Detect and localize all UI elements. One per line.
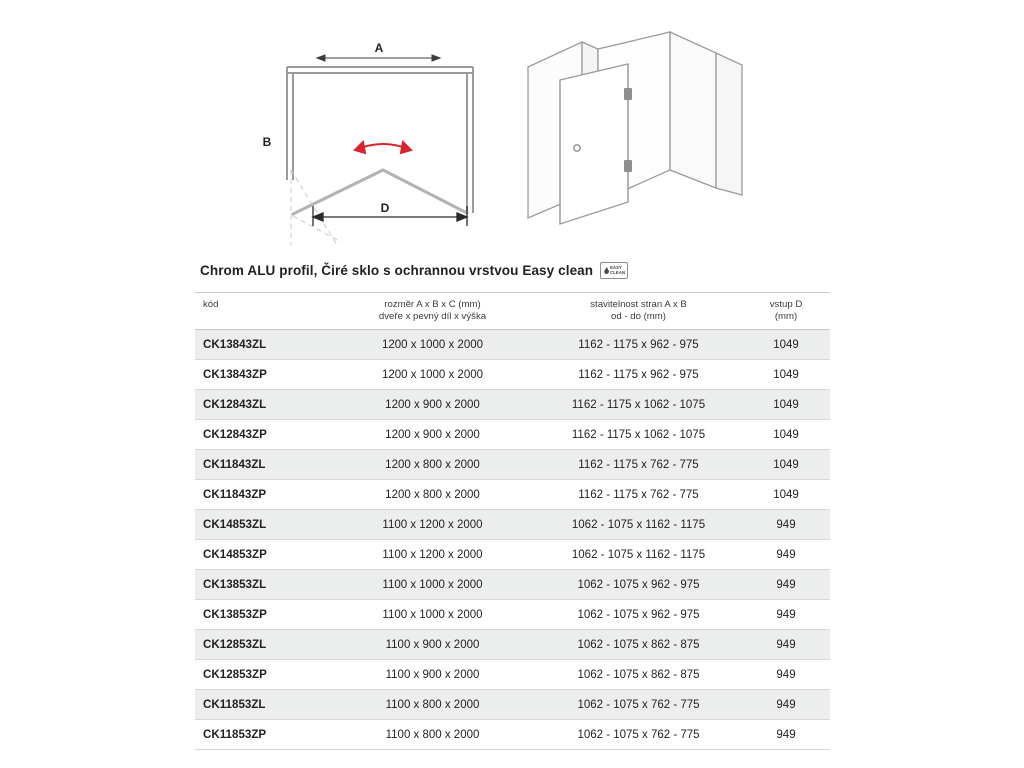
cell-size: 1200 x 900 x 2000 [330, 420, 535, 450]
water-drop-icon [604, 267, 609, 274]
cell-adjust: 1062 - 1075 x 1162 - 1175 [535, 540, 742, 570]
cell-size: 1100 x 1200 x 2000 [330, 540, 535, 570]
table-row [195, 420, 830, 450]
cell-adjust: 1162 - 1175 x 1062 - 1075 [535, 420, 742, 450]
table-row [195, 450, 830, 480]
table-row [195, 660, 830, 690]
cell-adjust: 1062 - 1075 x 762 - 775 [535, 720, 742, 750]
cell-code: CK11853ZL [195, 690, 330, 720]
perspective-view-diagram [520, 20, 750, 245]
perspective-view-svg [520, 20, 750, 245]
cell-size: 1200 x 800 x 2000 [330, 450, 535, 480]
column-header-adjust [535, 293, 742, 330]
cell-size: 1200 x 900 x 2000 [330, 390, 535, 420]
spec-table-body [195, 330, 830, 750]
cell-size: 1100 x 1000 x 2000 [330, 600, 535, 630]
cell-entry: 1049 [742, 390, 830, 420]
cell-entry: 949 [742, 660, 830, 690]
cell-code: CK12843ZP [195, 420, 330, 450]
easy-clean-icon [600, 262, 628, 279]
cell-adjust: 1162 - 1175 x 762 - 775 [535, 480, 742, 510]
cell-adjust: 1162 - 1175 x 762 - 775 [535, 450, 742, 480]
cell-adjust: 1062 - 1075 x 962 - 975 [535, 570, 742, 600]
column-header-entry-line2: (mm) [774, 310, 798, 322]
cell-entry: 1049 [742, 420, 830, 450]
label-d: D [380, 201, 390, 215]
cell-adjust: 1162 - 1175 x 962 - 975 [535, 360, 742, 390]
column-header-entry-line1: vstup D [769, 299, 803, 310]
top-view-diagram [255, 30, 505, 245]
table-row [195, 720, 830, 750]
easy-clean-label [610, 265, 625, 276]
column-header-size-line2: dveře x pevný díl x výška [378, 310, 487, 322]
column-header-code-line1: kód [203, 299, 219, 310]
cell-code: CK11853ZP [195, 720, 330, 750]
cell-adjust: 1062 - 1075 x 862 - 875 [535, 660, 742, 690]
cell-entry: 949 [742, 570, 830, 600]
table-row [195, 510, 830, 540]
cell-code: CK14853ZP [195, 540, 330, 570]
cell-code: CK12853ZL [195, 630, 330, 660]
cell-entry: 1049 [742, 450, 830, 480]
cell-entry: 949 [742, 630, 830, 660]
cell-adjust: 1062 - 1075 x 962 - 975 [535, 600, 742, 630]
table-row [195, 390, 830, 420]
cell-entry: 949 [742, 720, 830, 750]
table-row [195, 480, 830, 510]
cell-code: CK14853ZL [195, 510, 330, 540]
table-row [195, 570, 830, 600]
cell-adjust: 1162 - 1175 x 962 - 975 [535, 330, 742, 360]
spec-table-container [195, 292, 830, 750]
cell-size: 1100 x 800 x 2000 [330, 690, 535, 720]
cell-size: 1200 x 800 x 2000 [330, 480, 535, 510]
cell-entry: 1049 [742, 330, 830, 360]
cell-code: CK13853ZP [195, 600, 330, 630]
column-header-size-line1: rozměr A x B x C (mm) [384, 299, 481, 310]
table-row [195, 330, 830, 360]
diagram-area [0, 0, 1024, 250]
column-header-code [195, 293, 330, 330]
cell-size: 1100 x 1200 x 2000 [330, 510, 535, 540]
cell-adjust: 1062 - 1075 x 862 - 875 [535, 630, 742, 660]
spec-table-head [195, 293, 830, 330]
cell-code: CK12843ZL [195, 390, 330, 420]
cell-code: CK13853ZL [195, 570, 330, 600]
easy-clean-line1: EASY [610, 265, 622, 270]
table-row [195, 540, 830, 570]
cell-size: 1200 x 1000 x 2000 [330, 330, 535, 360]
cell-entry: 949 [742, 540, 830, 570]
table-row [195, 690, 830, 720]
cell-entry: 1049 [742, 360, 830, 390]
easy-clean-line2: CLEAN [610, 270, 626, 276]
cell-entry: 1049 [742, 480, 830, 510]
cell-adjust: 1062 - 1075 x 1162 - 1175 [535, 510, 742, 540]
cell-adjust: 1062 - 1075 x 762 - 775 [535, 690, 742, 720]
top-view-svg [255, 30, 505, 245]
cell-size: 1100 x 800 x 2000 [330, 720, 535, 750]
cell-code: CK11843ZL [195, 450, 330, 480]
cell-entry: 949 [742, 600, 830, 630]
cell-code: CK11843ZP [195, 480, 330, 510]
cell-entry: 949 [742, 690, 830, 720]
table-row [195, 630, 830, 660]
label-b: B [262, 135, 272, 149]
spec-table [195, 292, 830, 750]
column-header-adjust-line2: od - do (mm) [611, 310, 666, 322]
table-row [195, 600, 830, 630]
cell-size: 1100 x 900 x 2000 [330, 630, 535, 660]
cell-entry: 949 [742, 510, 830, 540]
column-header-entry [742, 293, 830, 330]
table-header-row [195, 293, 830, 330]
cell-size: 1100 x 900 x 2000 [330, 660, 535, 690]
cell-code: CK13843ZL [195, 330, 330, 360]
section-title-text: Chrom ALU profil, Čiré sklo s ochrannou vrstvou Easy clean [200, 263, 594, 278]
cell-code: CK13843ZP [195, 360, 330, 390]
section-title [200, 262, 840, 279]
label-a: A [374, 41, 384, 55]
cell-code: CK12853ZP [195, 660, 330, 690]
table-row [195, 360, 830, 390]
cell-size: 1200 x 1000 x 2000 [330, 360, 535, 390]
column-header-adjust-line1: stavitelnost stran A x B [590, 299, 687, 310]
column-header-size [330, 293, 535, 330]
cell-adjust: 1162 - 1175 x 1062 - 1075 [535, 390, 742, 420]
cell-size: 1100 x 1000 x 2000 [330, 570, 535, 600]
